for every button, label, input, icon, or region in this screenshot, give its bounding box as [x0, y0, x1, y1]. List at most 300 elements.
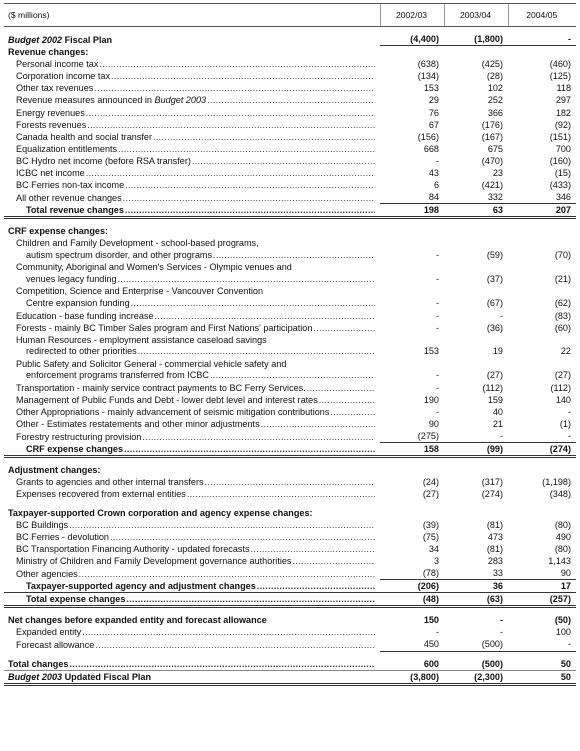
dot-leader — [205, 476, 375, 488]
budget-2003-updated-fiscal-plan-row-value-2002-03 — [380, 670, 444, 684]
revenue-item-row-label-wrap — [16, 167, 375, 179]
revenue-item-row-value-2003-04 — [444, 107, 508, 119]
spacer-row — [4, 457, 576, 465]
revenue-item-row-value-2004-05 — [508, 143, 576, 155]
revenue-item-row-value-2004-05 — [508, 167, 576, 179]
adjustment-item-row-value-text: (27) — [422, 489, 439, 500]
revenue-item-row-value-2002-03 — [380, 131, 444, 143]
revenue-item-row-value-2004-05 — [508, 94, 576, 106]
crf-item-row-label-line2: venues legacy funding — [26, 273, 117, 284]
dot-leader — [125, 204, 375, 216]
crown-corporation-changes-heading-label: Taxpayer-supported Crown corporation and agency expense changes: — [8, 507, 313, 518]
crf-item-row-value-text: - — [435, 297, 439, 308]
crf-item-row-value-2004-05 — [508, 430, 576, 443]
crf-item-row-label-line2-wrap — [16, 298, 375, 310]
revenue-item-row-label: Canada health and social transfer — [16, 131, 152, 142]
crf-item-row-value-2002-03 — [380, 382, 444, 394]
crf-item-row-value-text: (112) — [482, 382, 503, 393]
budget-2002-fiscal-plan-row-label-italic: Budget 2002 — [8, 34, 63, 45]
revenue-item-row-label-italic: Budget 2003 — [154, 95, 207, 106]
revenue-item-row-label-wrap — [16, 107, 375, 119]
dot-leader — [307, 382, 375, 394]
revenue-item-row-value-2003-04 — [444, 191, 508, 204]
crf-item-row-label-cell — [4, 430, 380, 443]
adjustment-item-row-label-cell — [4, 476, 380, 488]
crf-item-row-label-line2-wrap — [16, 370, 375, 382]
budget-2002-fiscal-plan-row-value-text: - — [567, 34, 571, 44]
revenue-item-row — [4, 107, 576, 119]
crown-item-row-value-2004-05 — [508, 519, 576, 531]
crf-item-row — [4, 238, 576, 262]
crf-expense-changes-total-row-value-2002-03 — [380, 443, 444, 457]
crown-item-row-label-wrap — [16, 568, 375, 580]
dot-leader — [126, 593, 375, 605]
crown-item-row — [4, 567, 576, 580]
dot-leader — [69, 658, 375, 670]
crf-expense-changes-heading-label: CRF expense changes: — [8, 226, 109, 237]
crf-item-row-value-text: (37) — [486, 273, 503, 284]
crf-item-row-label-wrap — [16, 322, 375, 334]
revenue-item-row-value-text: 29 — [428, 95, 439, 106]
dot-leader — [95, 639, 375, 651]
adjustment-item-row-value-2002-03 — [380, 476, 444, 488]
crf-item-row-label-cell — [4, 286, 380, 310]
agency-adjustment-subtotal-row-value-2002-03 — [380, 580, 444, 593]
revenue-item-row-label-wrap — [16, 155, 375, 167]
fiscal-plan-table — [4, 3, 576, 686]
crf-item-row-value-text: - — [499, 310, 503, 321]
revenue-item-row-value-text: 43 — [428, 168, 439, 179]
revenue-item-row-value-text: 700 — [555, 143, 571, 154]
crf-item-row-value-2003-04 — [444, 238, 508, 262]
adjustment-item-row-label-wrap — [16, 476, 375, 488]
crf-item-row-value-2004-05 — [508, 310, 576, 322]
crown-item-row-value-2003-04 — [444, 543, 508, 555]
total-revenue-changes-row-value-2003-04 — [444, 204, 508, 218]
total-expense-changes-row-label: Total expense changes — [26, 594, 126, 605]
net-changes-row-label-cell — [4, 614, 380, 626]
total-expense-changes-row-value-text: (63) — [486, 594, 503, 605]
revenue-item-row-value-2004-05 — [508, 191, 576, 204]
revenue-item-row-value-2002-03 — [380, 107, 444, 119]
adjustment-item-row-value-2004-05 — [508, 476, 576, 488]
adjustment-item-row-value-2002-03 — [380, 488, 444, 500]
crf-expense-changes-total-row-label-cell — [4, 443, 380, 457]
spacer-cell — [4, 457, 576, 465]
crf-item-row-label-line2-wrap — [16, 346, 375, 358]
crf-item-row-label-cell — [4, 382, 380, 394]
total-revenue-changes-row — [4, 204, 576, 218]
dot-leader — [82, 626, 375, 638]
adjustment-item-row-value-text: (348) — [549, 489, 571, 500]
crf-item-row-label-cell — [4, 322, 380, 334]
crf-item-row-label-line2-wrap — [16, 250, 375, 262]
agency-adjustment-subtotal-row-value-text: (206) — [417, 581, 439, 592]
crown-item-row-value-2004-05 — [508, 543, 576, 555]
crf-item-row-value-2002-03 — [380, 430, 444, 443]
agency-adjustment-subtotal-row-value-text: 36 — [492, 581, 503, 592]
revenue-item-row-value-2003-04 — [444, 119, 508, 131]
crf-item-row-value-2003-04 — [444, 418, 508, 430]
crf-item-row-label-cell — [4, 262, 380, 286]
total-expense-changes-row-value-text: (257) — [549, 594, 571, 605]
dot-leader — [142, 431, 375, 443]
revenue-item-row-value-text: 67 — [428, 119, 439, 130]
revenue-item-row-label-wrap — [16, 192, 375, 204]
adjustment-changes-heading — [4, 464, 576, 476]
crf-item-row-label: Management of Public Funds and Debt - lower debt level and interest rates — [16, 394, 318, 405]
revenue-item-row-label: Revenue measures announced in — [16, 95, 155, 106]
crf-expense-changes-heading — [4, 225, 576, 237]
net-changes-row — [4, 614, 576, 626]
crf-item-row-value-2004-05 — [508, 286, 576, 310]
dot-leader — [94, 82, 375, 94]
crf-item-row-label-wrap — [16, 406, 375, 418]
revenue-item-row — [4, 58, 576, 70]
revenue-item-row-label-text — [16, 70, 110, 82]
budget-2003-updated-fiscal-plan-row-label: Updated Fiscal Plan — [62, 671, 152, 682]
budget-2003-updated-fiscal-plan-row — [4, 670, 576, 684]
revenue-item-row — [4, 94, 576, 106]
crf-item-row-value-text: 22 — [560, 346, 571, 357]
revenue-item-row-label-cell — [4, 58, 380, 70]
revenue-item-row-value-text: 76 — [428, 107, 439, 118]
budget-2003-updated-fiscal-plan-row-label-italic: Budget 2003 — [8, 671, 63, 682]
dot-leader — [153, 131, 375, 143]
revenue-item-row-value-2002-03 — [380, 179, 444, 191]
crf-item-row-value-text: (60) — [554, 322, 571, 333]
revenue-item-row — [4, 179, 576, 191]
revenue-item-row-label-text — [16, 143, 117, 155]
adjustment-item-row-value-text: (274) — [481, 489, 503, 500]
crf-item-row — [4, 322, 576, 334]
revenue-item-row-label: BC Hydro net income (before RSA transfer) — [16, 155, 191, 166]
total-expense-changes-row-value-2004-05 — [508, 593, 576, 607]
adjustment-item-row-label: Expenses recovered from external entities — [16, 489, 186, 500]
adjustment-item-row — [4, 476, 576, 488]
agency-adjustment-subtotal-row-label-cell — [4, 580, 380, 593]
net-item-row-value-2002-03 — [380, 638, 444, 651]
total-revenue-changes-row-value-text: 198 — [423, 205, 439, 216]
revenue-item-row-value-2002-03 — [380, 82, 444, 94]
crf-item-row-value-2002-03 — [380, 418, 444, 430]
net-changes-row-value-2004-05 — [508, 614, 576, 626]
crown-item-row-value-text: (75) — [422, 531, 439, 542]
crf-item-row-label-wrap — [16, 394, 375, 406]
total-expense-changes-row-value-2002-03 — [380, 593, 444, 607]
revenue-item-row-value-text: (92) — [554, 119, 571, 130]
agency-adjustment-subtotal-row-value-text: 17 — [560, 581, 571, 592]
total-revenue-changes-row-label: Total revenue changes — [26, 205, 124, 216]
crf-item-row-label-cell — [4, 394, 380, 406]
budget-2002-fiscal-plan-row — [4, 33, 576, 46]
total-changes-row-label-cell — [4, 658, 380, 671]
budget-2003-updated-fiscal-plan-row-value-text: (2,300) — [474, 671, 503, 682]
crf-expense-changes-total-row-value-2003-04 — [444, 443, 508, 457]
crown-item-row-value-text: 3 — [433, 555, 439, 566]
total-changes-row-value-2002-03 — [380, 658, 444, 671]
crf-item-row-label-line1: Human Resources - employment assistance caseload savings — [16, 334, 267, 345]
revenue-item-row-value-2003-04 — [444, 70, 508, 82]
crf-item-row-value-text: - — [435, 249, 439, 260]
revenue-item-row-value-text: 297 — [555, 95, 571, 106]
revenue-item-row-label-cell — [4, 155, 380, 167]
total-revenue-changes-row-value-2004-05 — [508, 204, 576, 218]
revenue-item-row-value-text: 668 — [423, 143, 439, 154]
crf-item-row-label-wrap — [16, 382, 375, 394]
crf-item-row — [4, 334, 576, 358]
revenue-item-row-value-text: (433) — [549, 180, 571, 191]
revenue-item-row-label-wrap — [16, 119, 375, 131]
crf-item-row-value-text: (27) — [486, 370, 503, 381]
adjustment-item-row-value-text: (24) — [422, 477, 439, 488]
crf-item-row-value-2003-04 — [444, 322, 508, 334]
revenue-item-row — [4, 143, 576, 155]
crown-item-row-value-2004-05 — [508, 567, 576, 580]
crf-item-row-value-2002-03 — [380, 406, 444, 418]
crown-item-row-value-text: (81) — [486, 519, 503, 530]
crown-item-row-value-text: (39) — [422, 519, 439, 530]
agency-adjustment-subtotal-row-label: Taxpayer-supported agency and adjustment changes — [26, 581, 256, 592]
budget-2002-fiscal-plan-row-label-cell — [4, 33, 380, 46]
net-item-row-label-cell — [4, 638, 380, 651]
budget-2002-fiscal-plan-row-value-2002-03 — [380, 33, 444, 46]
crf-expense-changes-total-row-label: CRF expense changes — [26, 444, 124, 455]
total-changes-row-value-text: (500) — [481, 658, 503, 669]
total-revenue-changes-row-value-text: 207 — [555, 205, 571, 216]
adjustment-item-row-value-text: (317) — [481, 477, 503, 488]
net-changes-row-value-text: (50) — [554, 615, 571, 626]
net-changes-row-label-wrap — [8, 614, 375, 626]
revenue-item-row-label-cell — [4, 94, 380, 106]
crf-item-row-value-text: 153 — [423, 346, 439, 357]
adjustment-item-row-label: Grants to agencies and other internal transfers — [16, 477, 204, 488]
revenue-item-row-value-text: 6 — [433, 180, 439, 191]
crf-item-row-label-wrap — [16, 310, 375, 322]
crown-item-row-value-text: 90 — [560, 568, 571, 578]
crf-item-row-label-line1: Children and Family Development - school-based programs, — [16, 238, 259, 249]
crf-item-row-value-2002-03 — [380, 286, 444, 310]
crf-item-row-value-text: 40 — [492, 406, 503, 417]
crf-item-row-value-2004-05 — [508, 394, 576, 406]
crf-item-row-value-text: (36) — [486, 322, 503, 333]
revenue-item-row-value-2002-03 — [380, 143, 444, 155]
crf-item-row-value-2003-04 — [444, 310, 508, 322]
crf-item-row-value-text: (62) — [554, 297, 571, 308]
revenue-item-row-value-2003-04 — [444, 82, 508, 94]
total-changes-row-label: Total changes — [8, 658, 69, 669]
revenue-item-row-label-wrap — [16, 94, 375, 106]
crown-item-row-label-wrap — [16, 531, 375, 543]
crf-item-row-value-2002-03 — [380, 394, 444, 406]
crf-item-row-value-2004-05 — [508, 322, 576, 334]
revenue-item-row — [4, 167, 576, 179]
revenue-item-row-value-text: 252 — [487, 95, 503, 106]
crf-expense-changes-total-row-label-wrap — [26, 443, 375, 455]
total-changes-row-value-2004-05 — [508, 658, 576, 671]
crown-item-row-value-text: 473 — [487, 531, 503, 542]
revenue-item-row-value-2002-03 — [380, 155, 444, 167]
crf-item-row — [4, 286, 576, 310]
table-header-row — [4, 4, 576, 27]
net-item-row-label-text — [16, 626, 81, 638]
dot-leader — [125, 179, 375, 191]
crf-expense-changes-total-row-value-2004-05 — [508, 443, 576, 457]
crf-item-row-label: Forests - mainly BC Timber Sales program and First Nations' participation — [16, 322, 313, 333]
crown-item-row-value-text: 1,143 — [548, 555, 571, 566]
net-item-row — [4, 638, 576, 651]
revenue-item-row-value-text: (151) — [549, 131, 571, 142]
revenue-item-row-value-text: 153 — [423, 83, 439, 94]
crf-item-row-label-line1: Competition, Science and Enterprise - Vancouver Convention — [16, 286, 264, 297]
crown-item-row — [4, 519, 576, 531]
budget-2003-updated-fiscal-plan-row-value-2003-04 — [444, 670, 508, 684]
revenue-item-row-value-2003-04 — [444, 143, 508, 155]
crown-item-row-label-cell — [4, 555, 380, 567]
revenue-item-row-value-text: (125) — [549, 71, 571, 82]
crown-item-row-label: BC Transportation Financing Authority - updated forecasts — [16, 543, 250, 554]
crf-item-row-value-2003-04 — [444, 394, 508, 406]
crf-expense-changes-total-row-value-text: 158 — [423, 444, 439, 455]
total-changes-row — [4, 658, 576, 671]
agency-adjustment-subtotal-row — [4, 580, 576, 593]
crf-item-row-value-text: (27) — [554, 370, 571, 381]
crf-item-row-value-2003-04 — [444, 382, 508, 394]
crf-item-row-label: Transportation - mainly service contract payments to BC Ferry Services. — [16, 382, 306, 393]
revenue-item-row-value-2004-05 — [508, 179, 576, 191]
crf-item-row-value-2004-05 — [508, 238, 576, 262]
revenue-item-row-value-2002-03 — [380, 167, 444, 179]
net-item-row-value-2004-05 — [508, 626, 576, 638]
crf-item-row-value-text: (21) — [554, 273, 571, 284]
crown-item-row-value-text: (81) — [486, 543, 503, 554]
net-changes-row-label: Net changes before expanded entity and forecast allowance — [8, 615, 267, 626]
net-item-row-value-2003-04 — [444, 626, 508, 638]
crf-item-row-value-text: - — [435, 382, 439, 393]
crf-item-row-label-cell — [4, 358, 380, 382]
crf-item-row-label-text — [16, 382, 306, 394]
revenue-item-row-value-text: (470) — [481, 155, 503, 166]
adjustment-item-row — [4, 488, 576, 500]
revenue-item-row-label-wrap — [16, 131, 375, 143]
crf-item-row-value-2004-05 — [508, 382, 576, 394]
crf-item-row-value-text: - — [435, 370, 439, 381]
crf-item-row-label-line2: autism spectrum disorder, and other programs — [26, 249, 212, 260]
revenue-item-row-value-2002-03 — [380, 119, 444, 131]
dot-leader — [138, 346, 375, 358]
crown-item-row-label-cell — [4, 531, 380, 543]
revenue-item-row-label: BC Ferries non-tax income — [16, 180, 125, 191]
net-item-row-value-2002-03 — [380, 626, 444, 638]
total-changes-row-value-2003-04 — [444, 658, 508, 671]
revenue-item-row-label-text — [16, 131, 152, 143]
crf-item-row-label: Education - base funding increase — [16, 310, 154, 321]
crown-item-row-label-cell — [4, 543, 380, 555]
net-changes-row-value-text: - — [499, 615, 503, 626]
net-item-row-label-wrap — [16, 626, 375, 638]
crf-item-row-label-cell — [4, 334, 380, 358]
total-expense-changes-row-value-text: (48) — [422, 594, 439, 605]
revenue-item-row — [4, 191, 576, 204]
net-item-row-value-text: 450 — [423, 639, 439, 650]
crown-item-row-value-2003-04 — [444, 555, 508, 567]
net-item-row-label: Forecast allowance — [16, 639, 95, 650]
crown-item-row-value-2003-04 — [444, 531, 508, 543]
crown-item-row-label: BC Ferries - devolution — [16, 531, 109, 542]
revenue-item-row — [4, 70, 576, 82]
dot-leader — [69, 519, 375, 531]
revenue-item-row — [4, 82, 576, 94]
crown-item-row — [4, 543, 576, 555]
revenue-item-row-value-text: (160) — [549, 155, 571, 166]
crf-item-row-value-2004-05 — [508, 418, 576, 430]
adjustment-item-row-value-text: (1,198) — [542, 477, 571, 488]
dot-leader — [131, 298, 375, 310]
crf-item-row — [4, 430, 576, 443]
crf-item-row-label-wrap — [16, 431, 375, 443]
crf-item-row — [4, 418, 576, 430]
budget-2003-updated-fiscal-plan-row-value-text: (3,800) — [410, 671, 439, 682]
crf-item-row-label-cell — [4, 238, 380, 262]
revenue-item-row-label-wrap — [16, 82, 375, 94]
dot-leader — [123, 192, 375, 204]
revenue-item-row-label: Energy revenues — [16, 107, 85, 118]
crown-item-row-label-cell — [4, 567, 380, 580]
revenue-item-row-value-text: (15) — [554, 168, 571, 179]
revenue-item-row-value-2004-05 — [508, 82, 576, 94]
total-expense-changes-row-value-2003-04 — [444, 593, 508, 607]
year-header-2002-03: 2002/03 — [380, 4, 444, 27]
crf-item-row-value-2003-04 — [444, 358, 508, 382]
revenue-item-row-label-text — [16, 167, 85, 179]
crf-item-row-value-2003-04 — [444, 286, 508, 310]
revenue-item-row-value-2004-05 — [508, 58, 576, 70]
revenue-item-row — [4, 155, 576, 167]
revenue-item-row-value-2003-04 — [444, 179, 508, 191]
budget-2002-fiscal-plan-row-value-text: (4,400) — [410, 34, 439, 44]
revenue-item-row-value-text: 332 — [487, 192, 503, 203]
dot-leader — [118, 274, 376, 286]
revenue-item-row-label-text — [16, 192, 122, 204]
revenue-item-row-value-text: 366 — [487, 107, 503, 118]
total-revenue-changes-row-value-2002-03 — [380, 204, 444, 218]
crown-item-row-value-2002-03 — [380, 519, 444, 531]
revenue-item-row-label-text — [16, 119, 86, 131]
revenue-item-row-label: All other revenue changes — [16, 192, 122, 203]
spacer-cell — [4, 218, 576, 226]
crf-item-row-value-text: (112) — [550, 382, 571, 393]
budget-2003-updated-fiscal-plan-row-value-text: 50 — [560, 671, 571, 682]
crf-item-row-label-line2-wrap — [16, 274, 375, 286]
crf-item-row-value-2003-04 — [444, 430, 508, 443]
dot-leader — [86, 167, 375, 179]
net-changes-row-value-2003-04 — [444, 614, 508, 626]
revenue-item-row-label-text — [16, 155, 191, 167]
revenue-item-row-label-cell — [4, 82, 380, 94]
crf-item-row-value-text: (67) — [486, 297, 503, 308]
crf-item-row-value-2004-05 — [508, 334, 576, 358]
revenue-item-row-value-text: (28) — [486, 71, 503, 82]
dot-leader — [251, 543, 375, 555]
crf-item-row — [4, 394, 576, 406]
crown-item-row-value-2003-04 — [444, 519, 508, 531]
revenue-item-row-value-text: (425) — [481, 59, 503, 70]
crown-item-row-label-text — [16, 531, 109, 543]
revenue-item-row-label: ICBC net income — [16, 168, 85, 179]
revenue-item-row-label-text — [16, 179, 124, 191]
crf-item-row-value-text: - — [435, 273, 439, 284]
dot-leader — [86, 107, 375, 119]
